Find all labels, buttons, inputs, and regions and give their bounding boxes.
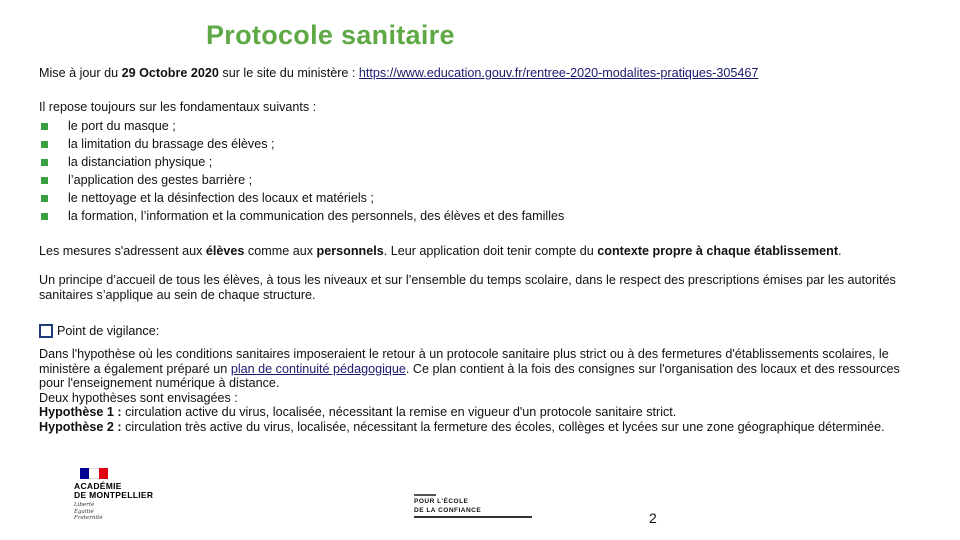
page-number: 2 xyxy=(649,510,657,526)
academie-montpellier-logo xyxy=(74,468,184,528)
continuity-plan-link[interactable]: plan de continuité pédagogique xyxy=(230,361,406,376)
square-bullet-icon xyxy=(41,177,48,184)
page-title: Protocole sanitaire xyxy=(206,20,455,50)
list-item: le port du masque ; xyxy=(39,117,564,135)
republic-motto: Liberté Égalité Fraternité xyxy=(74,502,103,521)
french-flag-icon xyxy=(80,468,108,479)
update-prefix: Mise à jour du xyxy=(39,66,122,80)
vigilance-heading: Point de vigilance: xyxy=(39,324,159,338)
list-item: l’application des gestes barrière ; xyxy=(39,171,564,189)
checkbox-square-icon xyxy=(39,324,53,338)
square-bullet-icon xyxy=(41,159,48,166)
hypothesis-1: Hypothèse 1 : circulation active du virus, localisée, nécessitant la remise en vigueur d'un protocole sanitaire strict. xyxy=(39,405,677,420)
list-item: le nettoyage et la désinfection des locaux et matériels ; xyxy=(39,189,564,207)
list-item: la distanciation physique ; xyxy=(39,153,564,171)
principe-paragraph: Un principe d’accueil de tous les élèves, à tous les niveaux et sur l’ensemble du temps scolaire, dans le respect des prescriptions émises par les autorités sanitaires s’applique au sein de chaque structure. xyxy=(39,273,896,302)
square-bullet-icon xyxy=(41,123,48,130)
update-middle: sur le site du ministère : xyxy=(218,66,359,80)
square-bullet-icon xyxy=(41,195,48,202)
square-bullet-icon xyxy=(41,141,48,148)
vigilance-body xyxy=(39,347,909,435)
ministry-link[interactable]: https://www.education.gouv.fr/rentree-2020-modalites-pratiques-305467 xyxy=(358,66,759,80)
hypothesis-2: Hypothèse 2 : circulation très active du virus, localisée, nécessitant la fermeture des écoles, collèges et lycées sur une zone géographique déterminée. xyxy=(39,419,885,434)
intro-text: Il repose toujours sur les fondamentaux suivants : xyxy=(39,100,317,114)
square-bullet-icon xyxy=(41,213,48,220)
fundamentals-list xyxy=(39,117,564,225)
update-line xyxy=(39,66,758,81)
list-item: la limitation du brassage des élèves ; xyxy=(39,135,564,153)
list-item: la formation, l’information et la communication des personnels, des élèves et des familles xyxy=(39,207,564,225)
update-date: 29 Octobre 2020 xyxy=(121,66,219,80)
mesures-paragraph: Les mesures s'adressent aux élèves comme aux personnels. Leur application doit tenir compte du contexte propre à chaque établissement. xyxy=(39,244,842,258)
vigilance-paragraph: Dans l'hypothèse où les conditions sanitaires imposeraient le retour à un protocole sanitaire plus strict ou à des fermetures d'établissements scolaires, le ministère a également préparé un plan de continuité pédagogique. Ce plan contient à la fois des consignes sur l'organisation des locaux et des ressources pour l'enseignement numérique à distance. xyxy=(39,347,900,391)
academie-name: ACADÉMIE DE MONTPELLIER xyxy=(74,481,154,500)
hypotheses-intro: Deux hypothèses sont envisagées : xyxy=(39,390,238,405)
ecole-confiance-logo: POUR L’ÉCOLE DE LA CONFIANCE xyxy=(414,494,532,524)
